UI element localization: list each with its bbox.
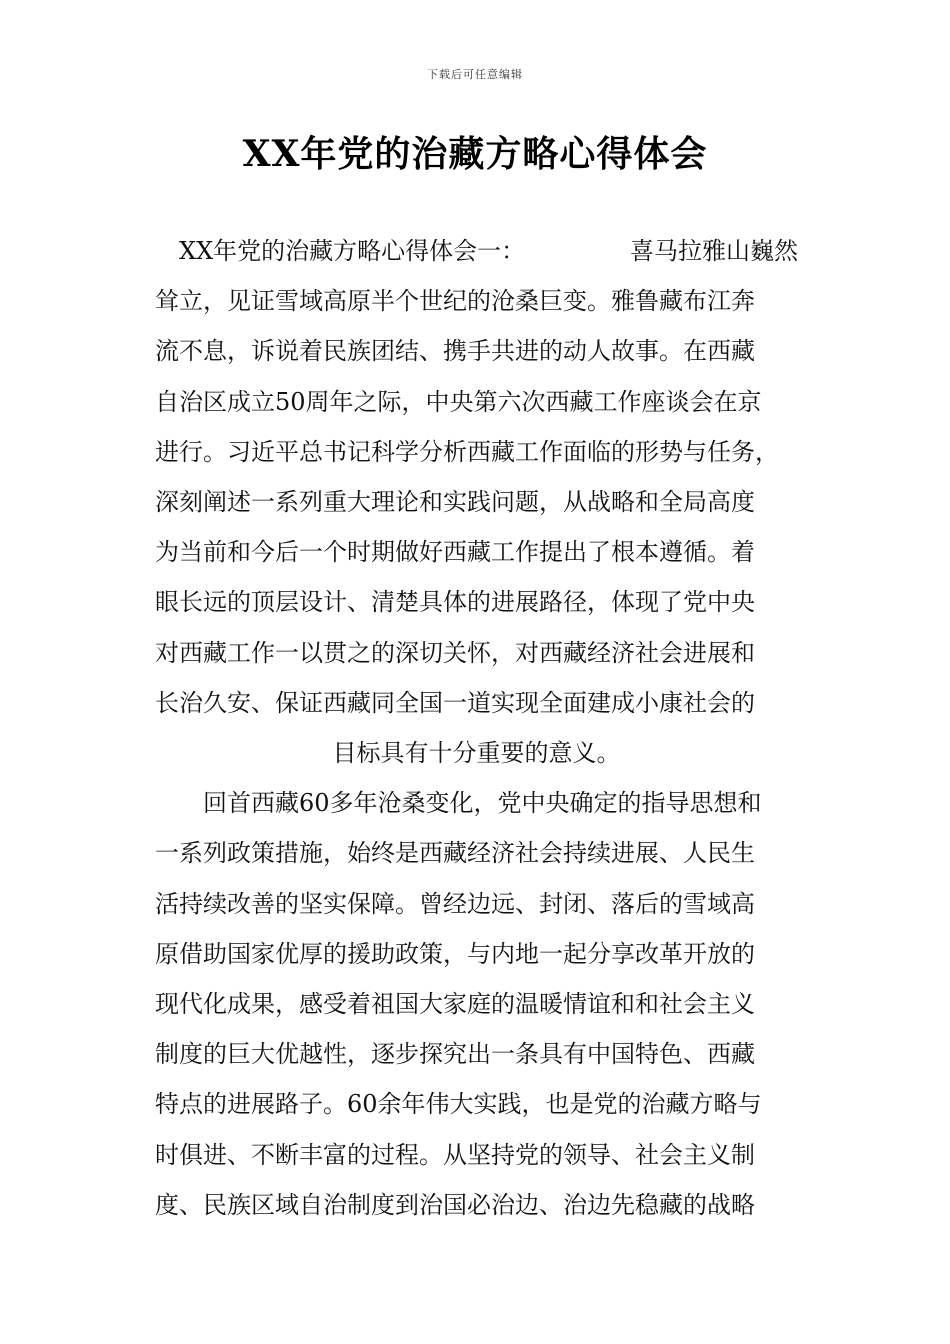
text-line: 时俱进、不断丰富的过程。从坚持党的领导、社会主义制 [155, 1140, 755, 1169]
paragraph-1-lead: XX年党的治藏方略心得体会一： [179, 237, 526, 265]
text-line: 深刻阐述一系列重大理论和实践问题，从战略和全局高度 [155, 488, 755, 517]
text-line: 进行。习近平总书记科学分析西藏工作面临的形势与任务， [155, 437, 779, 466]
text-line: 回首西藏60多年沧桑变化，党中央确定的指导思想和 [203, 789, 762, 818]
paragraph-1-last-line: 目标具有十分重要的意义。 [332, 739, 621, 768]
text-line: 长治久安、保证西藏同全国一道实现全面建成小康社会的 [155, 688, 755, 717]
text-line: 度、民族区域自治制度到治国必治边、治边先稳藏的战略 [155, 1190, 755, 1219]
paragraph-1 [155, 226, 798, 778]
text-line: 原借助国家优厚的援助政策，与内地一起分享改革开放的 [155, 939, 755, 968]
text-line: 对西藏工作一以贯之的深切关怀，对西藏经济社会进展和 [155, 638, 755, 667]
text-line: 眼长远的顶层设计、清楚具体的进展路径，体现了党中央 [155, 588, 755, 617]
paragraph-2 [155, 778, 798, 1230]
paragraph-1-first-line-rest: 喜马拉雅山巍然 [630, 237, 798, 265]
page-title: XX年党的治藏方略心得体会 [242, 133, 708, 175]
header-note: 下载后可任意编辑 [427, 68, 523, 81]
text-line: 活持续改善的坚实保障。曾经边远、封闭、落后的雪域高 [155, 889, 755, 918]
text-line: 自治区成立50周年之际，中央第六次西藏工作座谈会在京 [155, 387, 762, 416]
document-body [155, 226, 798, 1230]
text-line: 为当前和今后一个时期做好西藏工作提出了根本遵循。着 [155, 538, 755, 567]
text-line: 一系列政策措施，始终是西藏经济社会持续进展、人民生 [155, 839, 755, 868]
paragraph-1-first-line [155, 226, 798, 276]
text-line: 耸立，见证雪域高原半个世纪的沧桑巨变。雅鲁藏布江奔 [155, 287, 755, 316]
text-line: 特点的进展路子。60余年伟大实践，也是党的治藏方略与 [155, 1090, 762, 1119]
text-line: 现代化成果，感受着祖国大家庭的温暖情谊和和社会主义 [155, 990, 755, 1019]
text-line: 制度的巨大优越性，逐步探究出一条具有中国特色、西藏 [155, 1040, 755, 1069]
text-line: 流不息，诉说着民族团结、携手共进的动人故事。在西藏 [155, 337, 755, 366]
